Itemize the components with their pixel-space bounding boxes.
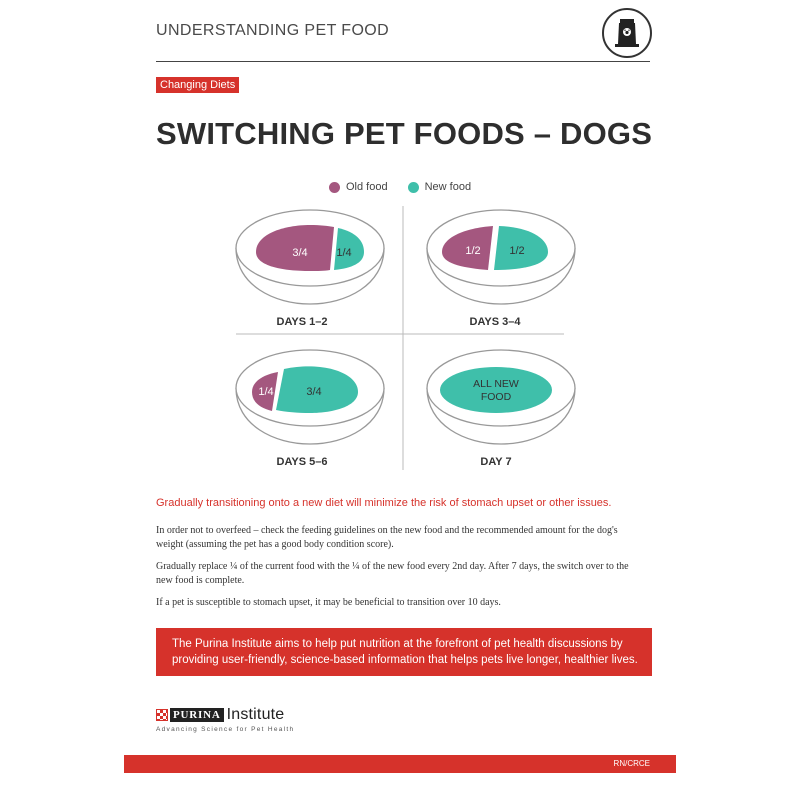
section-badge: Changing Diets	[156, 77, 239, 93]
day-label: DAY 7	[480, 456, 512, 468]
old-food-label: 1/2	[465, 245, 481, 257]
bowl-day-7	[427, 350, 575, 468]
document-page	[124, 0, 676, 800]
body-text	[156, 524, 632, 618]
paragraph: Gradually replace ¼ of the current food with the ¼ of the new food every 2nd day. After 7 days, the switch over to the new food is complete.	[156, 561, 629, 586]
paragraph: If a pet is susceptible to stomach upset, it may be beneficial to transition over 10 days.	[156, 597, 501, 608]
legend-old-label: Old food	[346, 181, 388, 193]
new-food-label-line-1: ALL NEW	[473, 378, 519, 390]
header-title: UNDERSTANDING PET FOOD	[156, 22, 390, 39]
purina-institute-logo	[156, 706, 284, 724]
paragraph: In order not to overfeed – check the feeding guidelines on the new food and the recommended amount for the dog's weight (assuming the pet has a good body condition score).	[156, 525, 618, 550]
new-food-portion	[440, 367, 552, 413]
brand-suffix: Institute	[226, 706, 285, 723]
bowl-days-1-2	[236, 210, 384, 328]
new-food-label: 3/4	[306, 386, 322, 398]
page-title: SWITCHING PET FOODS – DOGS	[156, 116, 653, 151]
old-food-label: 3/4	[292, 247, 308, 259]
new-food-label: 1/4	[336, 247, 352, 259]
footer-bar	[124, 755, 676, 773]
checkerboard-icon	[156, 709, 168, 721]
new-food-label: 1/2	[509, 245, 525, 257]
day-label: DAYS 3–4	[469, 316, 521, 328]
legend-new-label: New food	[424, 181, 472, 193]
day-label: DAYS 5–6	[276, 456, 328, 468]
callout-box: The Purina Institute aims to help put nutrition at the forefront of pet health discussions by providing user-friendly, science-based information that helps pets live longer, healthier lives.	[156, 628, 652, 676]
footer-code: RN/CRCE	[613, 759, 650, 768]
key-message: Gradually transitioning onto a new diet will minimize the risk of stomach upset or other issues.	[156, 497, 612, 509]
brand-name: PURINA	[170, 708, 224, 722]
old-food-label: 1/4	[258, 386, 274, 398]
new-food-label-line-2: FOOD	[480, 391, 512, 403]
bowl-diagram	[124, 0, 676, 480]
bowl-days-3-4	[427, 210, 575, 328]
brand-tagline: Advancing Science for Pet Health	[156, 726, 295, 733]
day-label: DAYS 1–2	[276, 316, 328, 328]
bowl-days-5-6	[236, 350, 384, 468]
